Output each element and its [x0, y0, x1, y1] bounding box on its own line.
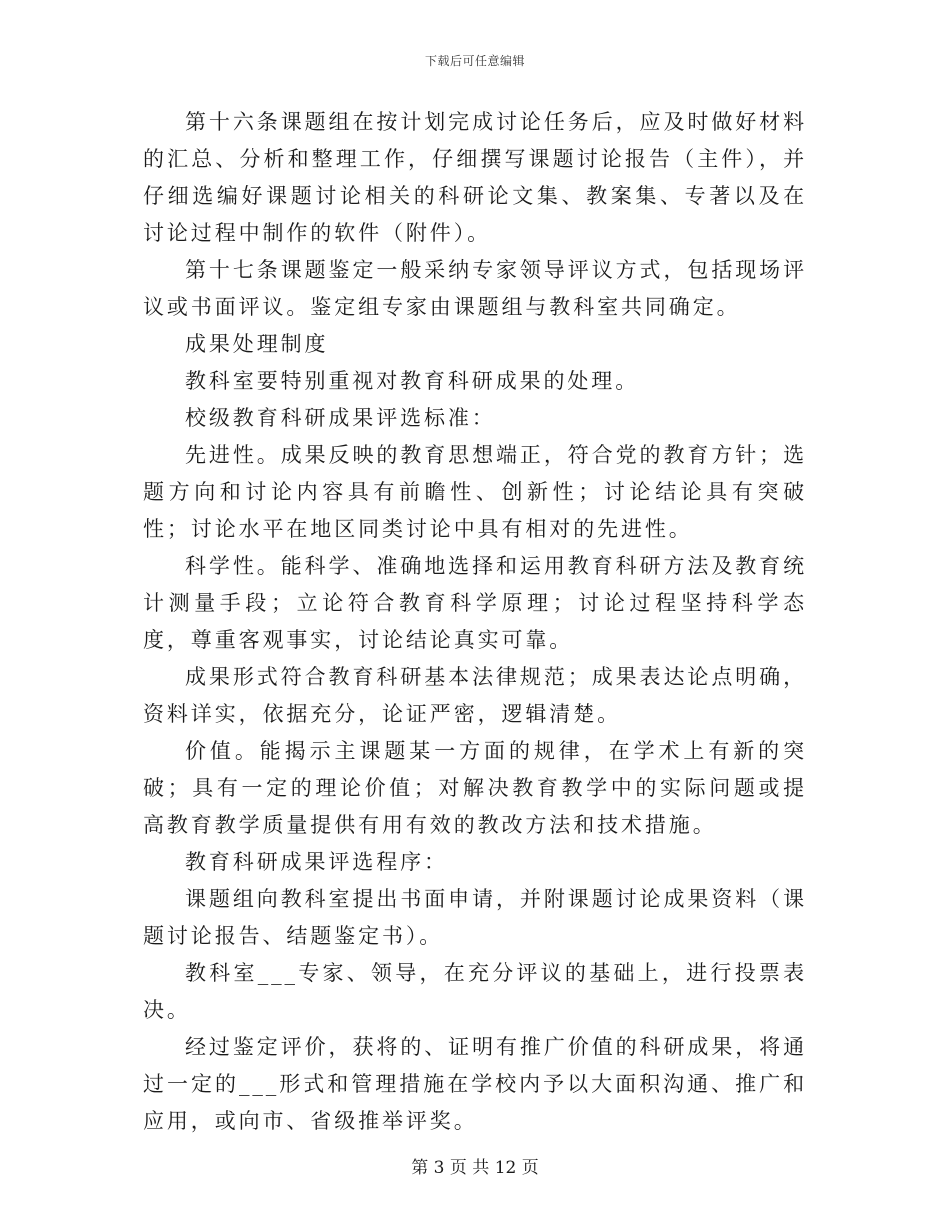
document-body — [143, 104, 807, 1140]
section-heading-results: 成果处理制度 — [185, 332, 329, 356]
paragraph-criterion-scientific: 科学性。能科学、准确地选择和运用教育科研方法及教育统计测量手段；立论符合教育科学原理；讨论过程坚持科学态度，尊重客观事实，讨论结论真实可靠。 — [143, 554, 807, 652]
paragraph-procedure-application: 课题组向教科室提出书面申请，并附课题讨论成果资料（课题讨论报告、结题鉴定书）。 — [143, 887, 807, 948]
paragraph-results-intro: 教科室要特别重视对教育科研成果的处理。 — [185, 369, 640, 393]
paragraph-procedure-vote: 教科室___专家、领导，在充分评议的基础上，进行投票表决。 — [143, 961, 807, 1022]
paragraph-article-17: 第十七条课题鉴定一般采纳专家领导评议方式，包括现场评议或书面评议。鉴定组专家由课题组与教科室共同确定。 — [143, 258, 807, 319]
header-note: 下载后可任意编辑 — [424, 54, 525, 68]
paragraph-procedure-promotion: 经过鉴定评价，获将的、证明有推广价值的科研成果，将通过一定的___形式和管理措施在学校内予以大面积沟通、推广和应用，或向市、省级推举评奖。 — [143, 1035, 807, 1133]
page-number: 第 3 页 共 12 页 — [411, 1158, 539, 1178]
paragraph-criterion-advanced: 先进性。成果反映的教育思想端正，符合党的教育方针；选题方向和讨论内容具有前瞻性、创新性；讨论结论具有突破性；讨论水平在地区同类讨论中具有相对的先进性。 — [143, 443, 807, 541]
paragraph-criteria-heading: 校级教育科研成果评选标准： — [185, 406, 496, 430]
paragraph-article-16: 第十六条课题组在按计划完成讨论任务后，应及时做好材料的汇总、分析和整理工作，仔细撰写课题讨论报告（主件），并仔细选编好课题讨论相关的科研论文集、教案集、专著以及在讨论过程中制作的软件（附件）。 — [143, 110, 807, 245]
paragraph-criterion-value: 价值。能揭示主课题某一方面的规律，在学术上有新的突破；具有一定的理论价值；对解决教育教学中的实际问题或提高教育教学质量提供有用有效的教改方法和技术措施。 — [143, 739, 807, 837]
paragraph-procedure-heading: 教育科研成果评选程序： — [185, 850, 448, 874]
paragraph-criterion-form: 成果形式符合教育科研基本法律规范；成果表达论点明确，资料详实，依据充分，论证严密，逻辑清楚。 — [143, 665, 807, 726]
